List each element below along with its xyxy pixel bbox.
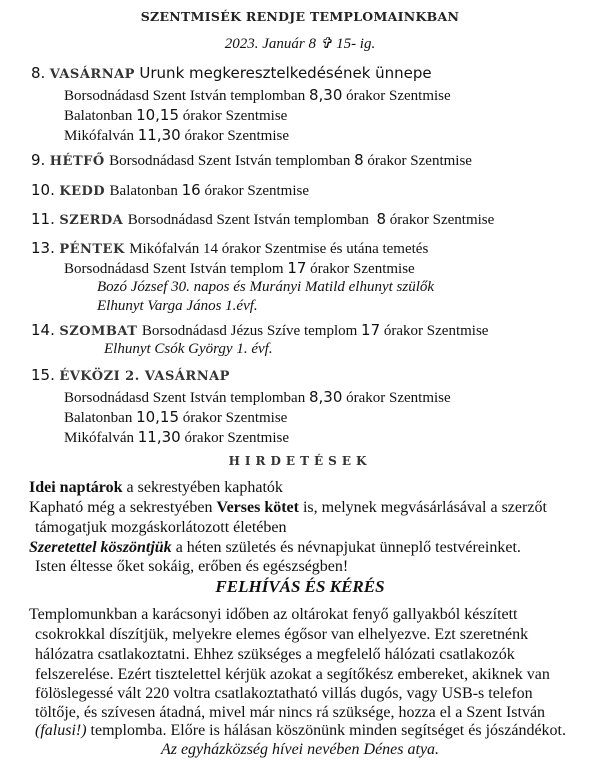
announcement-greetings: Szeretettel köszöntjük a héten születés és névnapjukat ünneplő testvéreinket. (29, 539, 521, 556)
mass-time: 8 (354, 151, 364, 169)
appeal-line: fölöslegessé vált 220 voltra csatlakoztatható villás dugós, vagy USB-s telefon (35, 685, 533, 702)
mass-line: Borsodnádasd Szent István templom 17 órakor Szentmise (64, 259, 415, 277)
schedule-day-15: 15. ÉVKÖZI 2. VASÁRNAP (31, 366, 230, 384)
appeal-line: hálózatra csatlakoztatni. Ehhez szükséges a megfelelő hálózati csatlakozók (35, 646, 515, 663)
mass-line: Borsodnádasd Szent István templomban 8,30 órakor Szentmise (64, 388, 451, 406)
mass-time: 17 (361, 321, 381, 339)
signature: Az egyházközség hívei nevében Dénes atya. (160, 741, 440, 758)
mass-time: 10,15 (136, 106, 180, 124)
announcement-verses-cont: támogatjuk mozgáskorlátozott életében (35, 519, 287, 536)
date-range: 2023. Január 8 ✞ 15- ig. (224, 36, 376, 52)
announcement-verses: Kapható még a sekrestyében Verses kötet is, melynek megvásárlásával a szerzőt (29, 499, 547, 516)
schedule-day-8 (31, 64, 432, 83)
appeal-line: csokrokkal díszítjük, melyekre elemes égősor van elhelyezve. Ezt szeretnénk (35, 626, 529, 643)
feast-name: Urunk megkeresztelkedésének ünnepe (139, 64, 432, 82)
schedule-day-9: 9. HÉTFŐ Borsodnádasd Szent István templomban 8 órakor Szentmise (31, 151, 472, 169)
appeal-line: (falusi!) templomba. Előre is hálásan köszönünk minden segítséget és jószándékot. (35, 722, 566, 739)
day-number: 8. (31, 64, 46, 82)
announcement-greetings-cont: Isten éltesse őket sokáig, erőben és egészségben! (35, 558, 349, 575)
mass-time: 8,30 (308, 388, 343, 406)
mass-line: Mikófalván 11,30 órakor Szentmise (64, 428, 289, 446)
mass-line: Balatonban 10,15 órakor Szentmise (64, 408, 288, 426)
mass-time: 11,30 (137, 428, 181, 446)
announcement-calendars: Idei naptárok a sekrestyében kaphatók (29, 479, 283, 496)
schedule-day-10: 10. KEDD Balatonban 16 órakor Szentmise (31, 181, 310, 199)
appeal-heading: FELHÍVÁS ÉS KÉRÉS (215, 577, 385, 596)
schedule-day-13: 13. PÉNTEK Mikófalván 14 órakor Szentmise és utána temetés (31, 239, 429, 257)
mass-time: 8 (376, 210, 386, 228)
mass-intention: Bozó József 30. napos és Murányi Matild elhunyt szülők (97, 279, 435, 295)
day-name: KEDD (59, 184, 106, 199)
day-name: SZOMBAT (59, 324, 138, 339)
mass-time: 8,30 (308, 86, 343, 104)
schedule-day-11: 11. SZERDA Borsodnádasd Szent István templomban 8 órakor Szentmise (31, 210, 495, 228)
announcements-heading: HIRDETÉSEK (228, 454, 372, 468)
mass-time: 16 (181, 181, 201, 199)
day-name: SZERDA (59, 213, 124, 228)
mass-time: 17 (287, 259, 307, 277)
mass-time: 11,30 (137, 126, 181, 144)
mass-time: 10,15 (136, 408, 180, 426)
page-title: SZENTMISÉK RENDJE TEMPLOMAINKBAN (140, 9, 460, 24)
day-name: HÉTFŐ (49, 154, 105, 169)
schedule-day-14: 14. SZOMBAT Borsodnádasd Jézus Szíve templom 17 órakor Szentmise (31, 321, 489, 339)
day-name: PÉNTEK (59, 242, 125, 257)
appeal-line: töltője, és szívesen átadná, mivel már nincs rá szüksége, hozza el a Szent István (35, 704, 546, 721)
day-name: ÉVKÖZI 2. VASÁRNAP (59, 369, 230, 384)
mass-intention: Elhunyt Varga János 1.évf. (97, 298, 258, 314)
appeal-line: felszerelése. Ezért tisztelettel kérjük azokat a segítőkész embereket, akiknek van (35, 666, 550, 683)
mass-line: Balatonban 10,15 órakor Szentmise (64, 106, 288, 124)
mass-line: Borsodnádasd Szent István templomban 8,30 órakor Szentmise (64, 86, 451, 104)
day-name: VASÁRNAP (49, 67, 135, 82)
appeal-line: Templomunkban a karácsonyi időben az oltárokat fenyő gallyakból készített (29, 606, 518, 623)
mass-line: Mikófalván 11,30 órakor Szentmise (64, 126, 289, 144)
mass-intention: Elhunyt Csók György 1. évf. (104, 341, 273, 357)
